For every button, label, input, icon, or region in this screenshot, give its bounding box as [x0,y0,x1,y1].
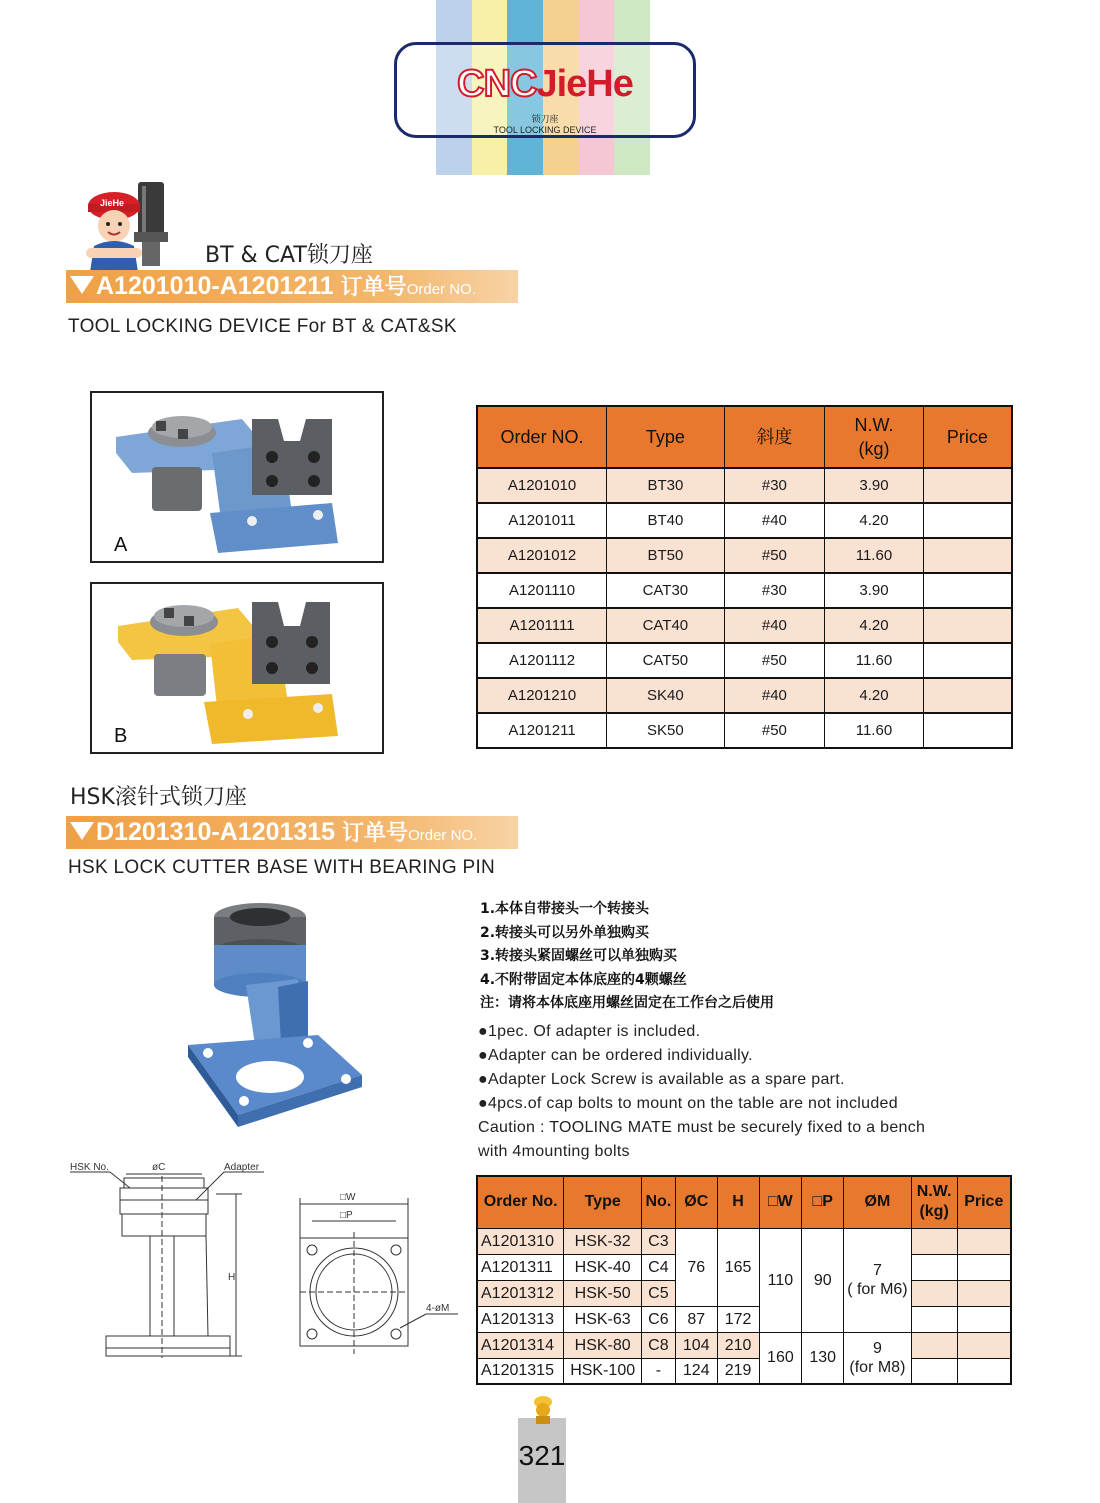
label-p: □P [340,1210,353,1221]
col-header-price: Price [957,1176,1011,1228]
nw-label: N.W. [916,1183,952,1201]
type-cell: HSK-63 [564,1306,642,1332]
h-cell: 219 [717,1358,759,1384]
price-cell [957,1358,1011,1384]
type-cell: HSK-80 [564,1332,642,1358]
section1-title: BT & CAT锁刀座 [205,243,373,268]
price-cell [923,713,1012,748]
type-cell: SK40 [607,678,725,713]
taper-cell: #50 [724,713,825,748]
taper-cell: #30 [724,573,825,608]
section1-order-banner [66,270,518,303]
price-cell [923,608,1012,643]
table-row [477,1228,1011,1254]
section2-order-en: Order NO. [408,827,478,844]
order-no-cell: A1201311 [477,1254,564,1280]
section2-title: HSK滚针式锁刀座 [70,785,247,810]
label-hsk-no: HSK No. [70,1162,109,1173]
price-cell [923,643,1012,678]
table-row [477,538,1012,573]
m-cell [844,1332,912,1384]
nw-cell: 11.60 [825,538,924,573]
order-no-cell: A1201112 [477,643,607,678]
hsk-spec-table [476,1175,1012,1385]
h-cell: 172 [717,1306,759,1332]
type-cell: HSK-40 [564,1254,642,1280]
mascot-icon [76,176,184,272]
note-en-4: ●4pcs.of cap bolts to mount on the table are not included [478,1095,898,1112]
notes-en-list [478,1020,925,1164]
m-note: ( for M6) [847,1281,908,1298]
blue-locking-device-image [92,393,382,561]
col-header-nw [911,1176,957,1228]
nw-cell [911,1306,957,1332]
table-header-row [477,1176,1011,1228]
label-h: H [228,1272,236,1283]
nw-cell: 11.60 [825,713,924,748]
type-cell: BT50 [607,538,725,573]
nw-label: N.W. [854,415,894,435]
m-value: 9 [872,1339,882,1357]
order-no-cell: A1201111 [477,608,607,643]
label-adapter: Adapter [224,1162,260,1173]
section1-order-range: A1201010-A1201211 [96,272,334,300]
notes-cn-list [480,898,774,1016]
yellow-locking-device-image [92,584,382,752]
photo-b-label: B [114,725,128,747]
col-header-no: No. [641,1176,675,1228]
triangle-down-icon [70,276,94,294]
order-no-cell: A1201315 [477,1358,564,1384]
type-cell: CAT50 [607,643,725,678]
type-cell: SK50 [607,713,725,748]
page-number: 321 [518,1440,566,1471]
section1-order-cn: 订单号 [340,275,407,300]
col-header-h: H [717,1176,759,1228]
taper-cell: #50 [724,538,825,573]
nw-cell [911,1228,957,1254]
order-no-cell: A1201313 [477,1306,564,1332]
col-header-type: Type [607,406,725,468]
logo-jiehe-text: JieHe [536,63,633,105]
chef-mascot-icon [528,1394,558,1424]
taper-cell: #40 [724,608,825,643]
note-cn-3: 3.转接头紧固螺丝可以单独购买 [480,948,678,964]
order-no-cell: A1201211 [477,713,607,748]
price-cell [957,1228,1011,1254]
logo-subtitle-cn: 锁刀座 [531,115,559,125]
order-no-cell: A1201010 [477,468,607,503]
product-photo-b [90,582,384,754]
table-row [477,1358,1011,1384]
taper-cell: #40 [724,678,825,713]
p-cell: 130 [802,1332,844,1384]
table-row [477,713,1012,748]
bt-cat-table-body [477,468,1012,748]
type-cell: BT30 [607,468,725,503]
price-cell [957,1280,1011,1306]
oc-cell: 104 [675,1332,717,1358]
note-en-3: ●Adapter Lock Screw is available as a spare part. [478,1071,845,1088]
nw-unit: (kg) [858,439,890,459]
order-no-cell: A1201310 [477,1228,564,1254]
triangle-down-icon [70,822,94,840]
order-no-cell: A1201312 [477,1280,564,1306]
section1-order-en: Order NO. [406,281,476,298]
no-cell: C6 [641,1306,675,1332]
price-cell [957,1306,1011,1332]
section2-order-cn: 订单号 [342,821,409,846]
price-cell [923,678,1012,713]
price-cell [923,468,1012,503]
taper-cell: #50 [724,643,825,678]
note-en-2: ●Adapter can be ordered individually. [478,1047,753,1064]
order-no-cell: A1201314 [477,1332,564,1358]
oc-cell: 87 [675,1306,717,1332]
table-row [477,468,1012,503]
type-cell: CAT40 [607,608,725,643]
logo-subtitle-en: TOOL LOCKING DEVICE [493,125,597,135]
note-cn-2: 2.转接头可以另外单独购买 [480,924,650,941]
table-row [477,678,1012,713]
note-cn-4: 4.不附带固定本体底座的4颗螺丝 [480,971,687,988]
no-cell: C5 [641,1280,675,1306]
top-view-drawing [290,1188,475,1358]
table-row [477,503,1012,538]
nw-cell [911,1332,957,1358]
price-cell [957,1254,1011,1280]
col-header-taper: 斜度 [724,406,825,468]
col-header-nw [825,406,924,468]
product-photo-a [90,391,384,563]
table-header-row [477,406,1012,468]
hsk-base-image [178,895,378,1140]
table-row [477,1332,1011,1358]
nw-cell [911,1254,957,1280]
section1-subtitle: TOOL LOCKING DEVICE For BT & CAT&SK [68,316,457,337]
no-cell: C8 [641,1332,675,1358]
m-note: (for M8) [849,1358,906,1376]
bt-cat-spec-table [476,405,1013,749]
price-cell [923,538,1012,573]
type-cell: HSK-100 [564,1358,642,1384]
col-header-p: □P [802,1176,844,1228]
no-cell: C3 [641,1228,675,1254]
m-cell [844,1228,912,1332]
note-cn-1: 1.本体自带接头一个转接头 [480,901,650,917]
no-cell: C4 [641,1254,675,1280]
section2-order-banner [66,816,518,849]
nw-cell [911,1358,957,1384]
m-value: 7 [872,1262,882,1279]
col-header-price: Price [923,406,1012,468]
price-cell [957,1332,1011,1358]
type-cell: BT40 [607,503,725,538]
order-no-cell: A1201011 [477,503,607,538]
nw-cell: 11.60 [825,643,924,678]
h-cell: 210 [717,1332,759,1358]
nw-cell [911,1280,957,1306]
order-no-cell: A1201012 [477,538,607,573]
w-cell: 160 [759,1332,802,1384]
type-cell: HSK-50 [564,1280,642,1306]
price-cell [923,573,1012,608]
col-header-order-no: Order NO. [477,406,607,468]
w-cell: 110 [759,1228,802,1332]
note-en-6: with 4mounting bolts [478,1143,630,1160]
label-m: 4-øM [426,1303,450,1314]
taper-cell: #40 [724,503,825,538]
table-row [477,573,1012,608]
logo-cnc-text: CNC [457,63,537,105]
oc-cell: 124 [675,1358,717,1384]
photo-a-label: A [114,534,128,556]
oc-cell: 76 [675,1228,717,1306]
brand-logo [394,42,696,138]
col-header-type: Type [564,1176,642,1228]
col-header-w: □W [759,1176,802,1228]
label-w: □W [340,1192,356,1203]
side-view-drawing [66,1158,286,1368]
p-cell: 90 [802,1228,844,1332]
nw-unit: (kg) [919,1203,949,1221]
order-no-cell: A1201110 [477,573,607,608]
logo-wordmark [397,63,693,106]
table-row [477,1306,1011,1332]
table-row [477,608,1012,643]
nw-cell: 3.90 [825,468,924,503]
order-no-cell: A1201210 [477,678,607,713]
col-header-order-no: Order No. [477,1176,564,1228]
h-cell: 165 [717,1228,759,1306]
nw-cell: 4.20 [825,608,924,643]
nw-cell: 4.20 [825,678,924,713]
no-cell: - [641,1358,675,1384]
mascot-cap-text: JieHe [100,198,125,208]
section2-order-range: D1201310-A1201315 [96,818,336,846]
note-en-5: Caution : TOOLING MATE must be securely fixed to a bench [478,1119,926,1136]
section2-subtitle: HSK LOCK CUTTER BASE WITH BEARING PIN [68,857,496,878]
col-header-oc: ØC [675,1176,717,1228]
label-oc: øC [152,1162,166,1173]
note-en-1: ●1pec. Of adapter is included. [478,1023,701,1040]
taper-cell: #30 [724,468,825,503]
table-row [477,643,1012,678]
nw-cell: 3.90 [825,573,924,608]
col-header-m: ØM [844,1176,912,1228]
type-cell: HSK-32 [564,1228,642,1254]
note-cn-5: 注：请将本体底座用螺丝固定在工作台之后使用 [480,995,774,1011]
nw-cell: 4.20 [825,503,924,538]
price-cell [923,503,1012,538]
type-cell: CAT30 [607,573,725,608]
